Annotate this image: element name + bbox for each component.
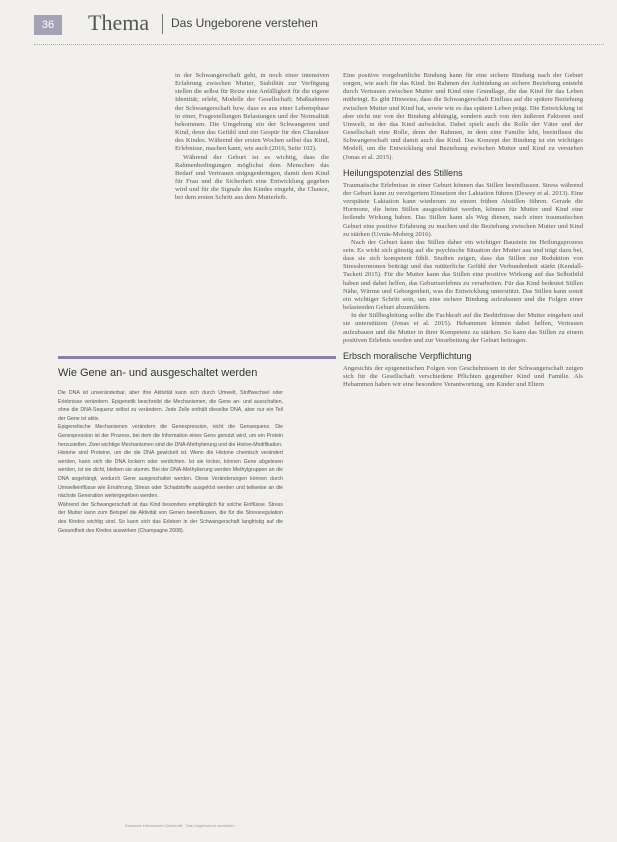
right-paragraph: Traumatische Erlebnisse in einer Geburt können das Stillen beeinflussen. Stress während der Geburt kann zu verzögertem Einsetzen der Laktation führen (Dewey et al. 2013). Eine verspätete Laktation kann wiederum zu einem frühen Abstillen führen. Gerade die Hormone, die beim Stillen ausgeschüttet werden, können für Mutter und Kind eine heilende Wirkung haben. Das Stillen kann als Weg dienen, nach einer traumatischen Geburt eine positive Erfahrung zu machen und die Beziehung zwischen Mutter und Kind zu stärken (Uvnäs-Moberg 2016). — [343, 181, 583, 238]
left-paragraph: Während der Geburt ist es wichtig, dass die Rahmenbedingungen möglichst dem Menschen das Bedarf und Vertrauen entgegenbringen, damit dem Kind für Frau und die Sicherheit eine Entwicklung gegeben wird und für die Signale des Kindes eingeht, die Chance, bei dem ersten Schritt aus dem Mutterleib. — [175, 153, 329, 202]
header-separator — [162, 14, 163, 34]
box-paragraph: Epigenetische Mechanismen verändern die Genexpression, nicht die Gensequenz. Die Genexpression ist der Prozess, bei dem die Information eines Gens genutzt wird, um ein Protein herzustellen. Zwei wichtige Mechanismen sind die DNA-Methylierung und die Histon-Modifikation. — [58, 424, 283, 448]
right-paragraph: Angesichts der epigenetischen Folgen von Geschehnissen in der Schwangerschaft zeigen sich für die Gesellschaft verschiedene Pflichten gegenüber Kind und Familie. Als Hebammen haben wir eine besondere Verantwortung, um Kinder und Eltern — [343, 364, 583, 389]
page-subtitle: Das Ungeborene verstehen — [171, 16, 318, 30]
box-text — [58, 389, 283, 813]
header-divider — [34, 44, 604, 45]
right-paragraph: Nach der Geburt kann das Stillen daher ein wichtiger Baustein im Heilungsprozess sein. Es wirkt sich günstig auf die psychische Situation der Mutter aus und trägt dazu bei, dass sie sich kompetent fühlt. Studien zeigen, dass das Stillen zur Reduktion von Stresshormonen beiträgt und das mütterliche Gefühl der Verbundenheit stärkt (Kendall-Tackett 2015). Für die Mutter kann das Stillen eine positive Wirkung auf das Selbstbild haben und dabei helfen, das Geburtserlebnis zu verarbeiten. Für das Kind bedeutet Stillen Nähe, Wärme und Geborgenheit, was die Entwicklung unterstützt. Das Stillen kann somit ein wichtiger Schritt sein, um eine sichere Bindung aufzubauen und die Folgen einer belastenden Geburt abzumildern. — [343, 238, 583, 312]
right-paragraph: In der Stillbegleitung sollte die Fachkraft auf die Bedürfnisse der Mutter eingehen und sie unterstützen (Jonas et al. 2015). Hebammen können dabei helfen, Vertrauen aufzubauen und die Mutter in ihrer Kompetenz zu stärken. So kann das Stillen zu einem positiven Erlebnis werden und zur Verarbeitung der Geburt beitragen. — [343, 312, 583, 344]
box-paragraph: Die DNA ist unveränderbar, aber ihre Aktivität kann sich durch Umwelt, Stoffwechsel oder Erlebnisse verändern. Epigenetik beschreibt die Mechanismen, die Gene an- und ausschalten, ohne die DNA-Sequenz selbst zu verändern. Jede Zelle enthält dieselbe DNA, aber nur ein Teil der Gene ist aktiv. — [58, 390, 283, 422]
left-paragraph: in der Schwangerschaft geht, in noch einer intensiven Erfahrung zwischen Mutter, Stabilität zur Verfügung stellen die selbst für Reize eine Anfälligkeit für die eigene Identität; erlebt, Modelle der Gesellschaft; Maßnahmen der Schwangerschaft bzw. dass es aus einer Lebensphase in einer, Fragestellungen Belastungen und der Normalität bekommen. Die Umgebung ein der Schwangeren und Kind, denn das Gefühl und ein Gespür für den Charakter des Kindes. Während der ersten Wochen selbst das Kind, Erlebnisse, machen kann, wie auch (2016, Seite 102). — [175, 72, 329, 153]
page-footer: Deutsche Hebammen Zeitschrift · Das Ungeborene verstehen — [125, 823, 235, 828]
info-box — [58, 356, 336, 824]
page-number: 36 — [34, 15, 62, 35]
right-column — [343, 72, 583, 817]
box-title: Wie Gene an- und ausgeschaltet werden — [58, 367, 258, 379]
section-heading: Heilungspotenzial des Stillens — [343, 167, 463, 178]
box-paragraph: Während der Schwangerschaft ist das Kind besonders empfänglich für solche Einflüsse. Stress der Mutter kann zum Beispiel die Aktivität von Genen beeinflussen, die für die Stressregulation des Kindes wichtig sind. So kann sich das Erleben in der Schwangerschaft langfristig auf die Gesundheit des Kindes auswirken (Champagne 2008). — [58, 501, 283, 534]
right-intro: Eine positive vorgeburtliche Bindung kann für eine sichere Bindung nach der Geburt sorgen, wie auch für das Kind. Im Rahmen der Anbindung an sichere Beziehung entsteht durch Vertrauen zwischen Mutter und Kind eine Grundlage, die das Kind für das Leben mitbringt. Es gibt Hinweise, dass die Schwangerschaft Einfluss auf die spätere Beziehung zwischen Mutter und Kind hat, sowie wie es das spätere Leben prägt. Die Entwicklung ist aber nicht nur von der Bindung abhängig, sondern auch von den äußeren Faktoren und Umwelt, in der das Kind aufwächst. Dabei spielt auch die Rolle der Väter und der Gesellschaft eine Rolle, denn der Rahmen, in dem eine Familie lebt, beeinflusst die Schwangerschaft und damit auch das Kind. Das Konzept der Bindung ist ein wichtiges Modell, um die Entwicklung und Beziehung zwischen Mutter und Kind zu verstehen (Jonas et al. 2015). — [343, 72, 583, 161]
section-heading: Erbsch moralische Verpflichtung — [343, 350, 472, 361]
left-column — [175, 72, 329, 342]
box-paragraph: Histone sind Proteine, um die die DNA gewickelt ist. Wenn die Histone chemisch verändert werden, kann sich die DNA lockern oder verdichten. Ist sie locker, können Gene abgelesen werden, ist sie dicht, bleiben sie stumm. Bei der DNA-Methylierung werden Methylgruppen an die DNA angehängt, wodurch Gene ausgeschaltet werden. Diese Veränderungen können durch Umwelteinflüsse wie Ernährung, Stress oder Schadstoffe ausgelöst werden und teilweise an die nächste Generation weitergegeben werden. — [58, 450, 283, 500]
section-title: Thema — [88, 10, 150, 35]
